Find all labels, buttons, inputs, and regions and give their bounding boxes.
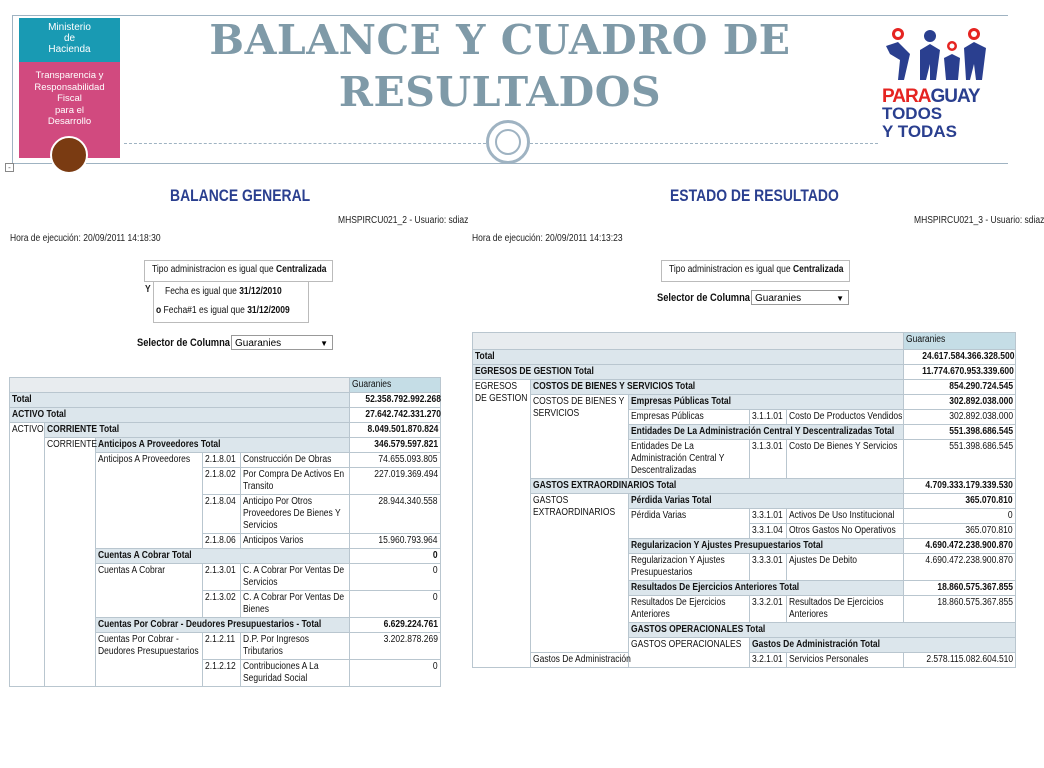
- balance-selector-label: Selector de Columna: [137, 337, 231, 349]
- group-label: Gastos De Administración: [531, 653, 629, 668]
- dropdown-arrow-icon: ▼: [836, 294, 844, 303]
- account-desc: Costo De Bienes Y Servicios: [787, 440, 904, 479]
- logo-line: Hacienda: [48, 44, 91, 55]
- resultado-exec-time: Hora de ejecución: 20/09/2011 14:13:23: [472, 233, 623, 244]
- account-desc: Por Compra De Activos En Transito: [241, 468, 350, 495]
- account-code: 3.1.3.01: [750, 440, 787, 479]
- row-label: Cuentas Por Cobrar - Deudores Presupuestarios - Total: [96, 618, 350, 633]
- row-value: 4.690.472.238.900.870: [904, 539, 1016, 554]
- row-value: 346.579.597.821: [350, 438, 441, 453]
- account-desc: Ajustes De Debito: [787, 554, 904, 581]
- resultado-table: [472, 332, 1016, 668]
- account-code: 2.1.8.02: [203, 468, 241, 495]
- logo-line: Responsabilidad: [34, 81, 105, 93]
- logo-ministry-text: [19, 22, 120, 55]
- balance-report-id: MHSPIRCU021_2 - Usuario: sdiaz: [338, 215, 469, 226]
- row-value: 0: [350, 564, 441, 591]
- balance-title: BALANCE GENERAL: [170, 186, 311, 205]
- table-row: [473, 479, 1016, 494]
- account-desc: Costo De Productos Vendidos: [787, 410, 904, 425]
- row-value: 227.019.369.494: [350, 468, 441, 495]
- header-empty: [473, 333, 904, 350]
- balance-filter-and-label: Y: [145, 284, 151, 295]
- account-desc: Construcción De Obras: [241, 453, 350, 468]
- resultado-selector-label: Selector de Columna: [657, 292, 751, 304]
- account-desc: Otros Gastos No Operativos: [787, 524, 904, 539]
- balance-exec-time: Hora de ejecución: 20/09/2011 14:18:30: [10, 233, 161, 244]
- logo-word-todos: TODOS: [882, 104, 943, 123]
- row-label: EGRESOS DE GESTION Total: [473, 365, 904, 380]
- header-empty: [10, 378, 350, 393]
- group-label: Cuentas A Cobrar: [96, 564, 203, 618]
- row-value: 0: [350, 591, 441, 618]
- account-desc: C. A Cobrar Por Ventas De Servicios: [241, 564, 350, 591]
- account-code: 3.3.1.01: [750, 509, 787, 524]
- balance-selector-value: Guaranies: [235, 338, 282, 349]
- balance-filter-fechas: Fecha es igual que 31/12/2010 o Fecha#1 es igual que 31/12/2009: [153, 281, 309, 323]
- table-row: [473, 380, 1016, 395]
- account-code: 3.3.2.01: [750, 596, 787, 623]
- page-title: [140, 14, 860, 118]
- row-value: 18.860.575.367.855: [904, 581, 1016, 596]
- ministerio-hacienda-logo: [19, 18, 120, 158]
- group-label: GASTOS EXTRAORDINARIOS: [531, 494, 629, 653]
- group-label: Resultados De Ejercicios Anteriores: [629, 596, 750, 623]
- row-label: Empresas Públicas Total: [629, 395, 904, 410]
- family-figures-icon: [876, 24, 994, 84]
- divider-right: [530, 143, 878, 144]
- resultado-title: ESTADO DE RESULTADO: [670, 186, 839, 205]
- account-desc: Contribuciones A La Seguridad Social: [241, 660, 350, 687]
- group-label: Regularizacion Y Ajustes Presupuestarios: [629, 554, 750, 581]
- row-value: 8.049.501.870.824: [350, 423, 441, 438]
- account-code: 2.1.2.11: [203, 633, 241, 660]
- balance-filter-tipo: Tipo administracion es igual que Centralizada: [144, 260, 333, 282]
- group-label: Entidades De La Administración Central Y Descentralizadas: [629, 440, 750, 479]
- logo-line: de: [63, 33, 76, 44]
- balance-column-selector[interactable]: [231, 335, 333, 350]
- row-value: 0: [350, 549, 441, 564]
- row-label: Total: [10, 393, 350, 408]
- group-label: COSTOS DE BIENES Y SERVICIOS: [531, 395, 629, 479]
- group-label: ACTIVO: [10, 423, 45, 687]
- row-value: 4.709.333.179.339.530: [904, 479, 1016, 494]
- row-value: 28.944.340.558: [350, 495, 441, 534]
- title-line-2: RESULTADOS: [338, 68, 662, 116]
- group-label: GASTOS OPERACIONALES: [629, 638, 750, 668]
- group-label: EGRESOS DE GESTION: [473, 380, 531, 668]
- row-label: CORRIENTE Total: [45, 423, 350, 438]
- logo-line: para el: [54, 104, 85, 116]
- slide-header: [0, 0, 1024, 160]
- row-value: 0: [904, 509, 1016, 524]
- balance-table: [9, 377, 441, 687]
- account-desc: Anticipos Varios: [241, 534, 350, 549]
- row-value: 74.655.093.805: [350, 453, 441, 468]
- row-label: COSTOS DE BIENES Y SERVICIOS Total: [531, 380, 904, 395]
- account-desc: Activos De Uso Institucional: [787, 509, 904, 524]
- group-label: Cuentas Por Cobrar - Deudores Presupuestarios: [96, 633, 203, 687]
- row-value: 302.892.038.000: [904, 410, 1016, 425]
- row-value: 2.578.115.082.604.510: [904, 653, 1016, 668]
- resultado-report-id: MHSPIRCU021_3 - Usuario: sdiaz: [914, 215, 1044, 226]
- row-label: Regularizacion Y Ajustes Presupuestarios Total: [629, 539, 904, 554]
- account-code: 2.1.8.06: [203, 534, 241, 549]
- account-code: 2.1.2.12: [203, 660, 241, 687]
- table-row: [473, 333, 1016, 350]
- row-value: 551.398.686.545: [904, 440, 1016, 479]
- row-value: 27.642.742.331.270: [350, 408, 441, 423]
- row-label: Anticipos A Proveedores Total: [96, 438, 350, 453]
- resultado-filter-tipo: Tipo administracion es igual que Centralizada: [661, 260, 850, 282]
- row-label: Resultados De Ejercicios Anteriores Total: [629, 581, 904, 596]
- account-code: 3.3.3.01: [750, 554, 787, 581]
- row-label: Gastos De Administración Total: [750, 638, 1016, 653]
- row-value: 18.860.575.367.855: [904, 596, 1016, 623]
- logo-slogan-text: [19, 70, 120, 128]
- row-label: GASTOS OPERACIONALES Total: [629, 623, 1016, 638]
- row-value: 4.690.472.238.900.870: [904, 554, 1016, 581]
- dropdown-arrow-icon: ▼: [320, 339, 328, 348]
- resultado-selector-value: Guaranies: [755, 293, 802, 304]
- row-value: 11.774.670.953.339.600: [904, 365, 1016, 380]
- account-code: 2.1.8.04: [203, 495, 241, 534]
- row-value: 3.202.878.269: [350, 633, 441, 660]
- table-row: [10, 438, 441, 453]
- row-label: Cuentas A Cobrar Total: [96, 549, 350, 564]
- table-row: [10, 423, 441, 438]
- account-desc: Resultados De Ejercicios Anteriores: [787, 596, 904, 623]
- row-label: Entidades De La Administración Central Y Descentralizadas Total: [629, 425, 904, 440]
- table-row: [473, 365, 1016, 380]
- table-row: [473, 395, 1016, 410]
- row-value: 0: [350, 660, 441, 687]
- row-value: 365.070.810: [904, 494, 1016, 509]
- group-label: Pérdida Varias: [629, 509, 750, 539]
- resultado-column-selector[interactable]: [751, 290, 849, 305]
- table-row: [10, 408, 441, 423]
- account-code: 3.3.1.04: [750, 524, 787, 539]
- account-code: 2.1.3.02: [203, 591, 241, 618]
- row-value: 24.617.584.366.328.500: [904, 350, 1016, 365]
- account-desc: Anticipo Por Otros Proveedores De Bienes Y Servicios: [241, 495, 350, 534]
- row-value: 854.290.724.545: [904, 380, 1016, 395]
- row-value: 365.070.810: [904, 524, 1016, 539]
- national-seal-icon: [50, 136, 88, 174]
- account-code: 3.1.1.01: [750, 410, 787, 425]
- logo-word-y-todas: Y TODAS: [882, 122, 957, 141]
- logo-word-paraguay: PARAGUAY: [882, 86, 980, 107]
- group-label: CORRIENTE: [45, 438, 96, 687]
- row-value: 15.960.793.964: [350, 534, 441, 549]
- row-value: 302.892.038.000: [904, 395, 1016, 410]
- account-desc: C. A Cobrar Por Ventas De Bienes: [241, 591, 350, 618]
- column-header: Guaranies: [350, 378, 441, 393]
- logo-line: Desarrollo: [47, 116, 92, 127]
- account-desc: Servicios Personales: [787, 653, 904, 668]
- row-label: ACTIVO Total: [10, 408, 350, 423]
- row-label: Total: [473, 350, 904, 365]
- column-header: Guaranies: [904, 333, 1016, 350]
- account-desc: D.P. Por Ingresos Tributarios: [241, 633, 350, 660]
- row-value: 52.358.792.992.268: [350, 393, 441, 408]
- group-label: Anticipos A Proveedores: [96, 453, 203, 549]
- account-code: 2.1.8.01: [203, 453, 241, 468]
- row-value: 6.629.224.761: [350, 618, 441, 633]
- row-label: Pérdida Varias Total: [629, 494, 904, 509]
- table-row: [10, 378, 441, 393]
- table-row: [10, 393, 441, 408]
- ring-ornament-inner-icon: [495, 129, 521, 155]
- logo-line: Ministerio: [48, 22, 91, 33]
- paraguay-todos-logo: [876, 24, 994, 146]
- table-row: [473, 350, 1016, 365]
- divider-left: [124, 143, 486, 144]
- title-line-1: BALANCE Y CUADRO DE: [209, 16, 791, 64]
- row-value: 551.398.686.545: [904, 425, 1016, 440]
- account-code: 2.1.3.01: [203, 564, 241, 591]
- row-label: GASTOS EXTRAORDINARIOS Total: [531, 479, 904, 494]
- collapse-toggle-icon[interactable]: -: [5, 163, 14, 172]
- logo-line: Transparencia y: [35, 70, 104, 81]
- logo-line: Fiscal: [57, 93, 82, 104]
- account-code: 3.2.1.01: [750, 653, 787, 668]
- table-row: [473, 494, 1016, 509]
- group-label: Empresas Públicas: [629, 410, 750, 425]
